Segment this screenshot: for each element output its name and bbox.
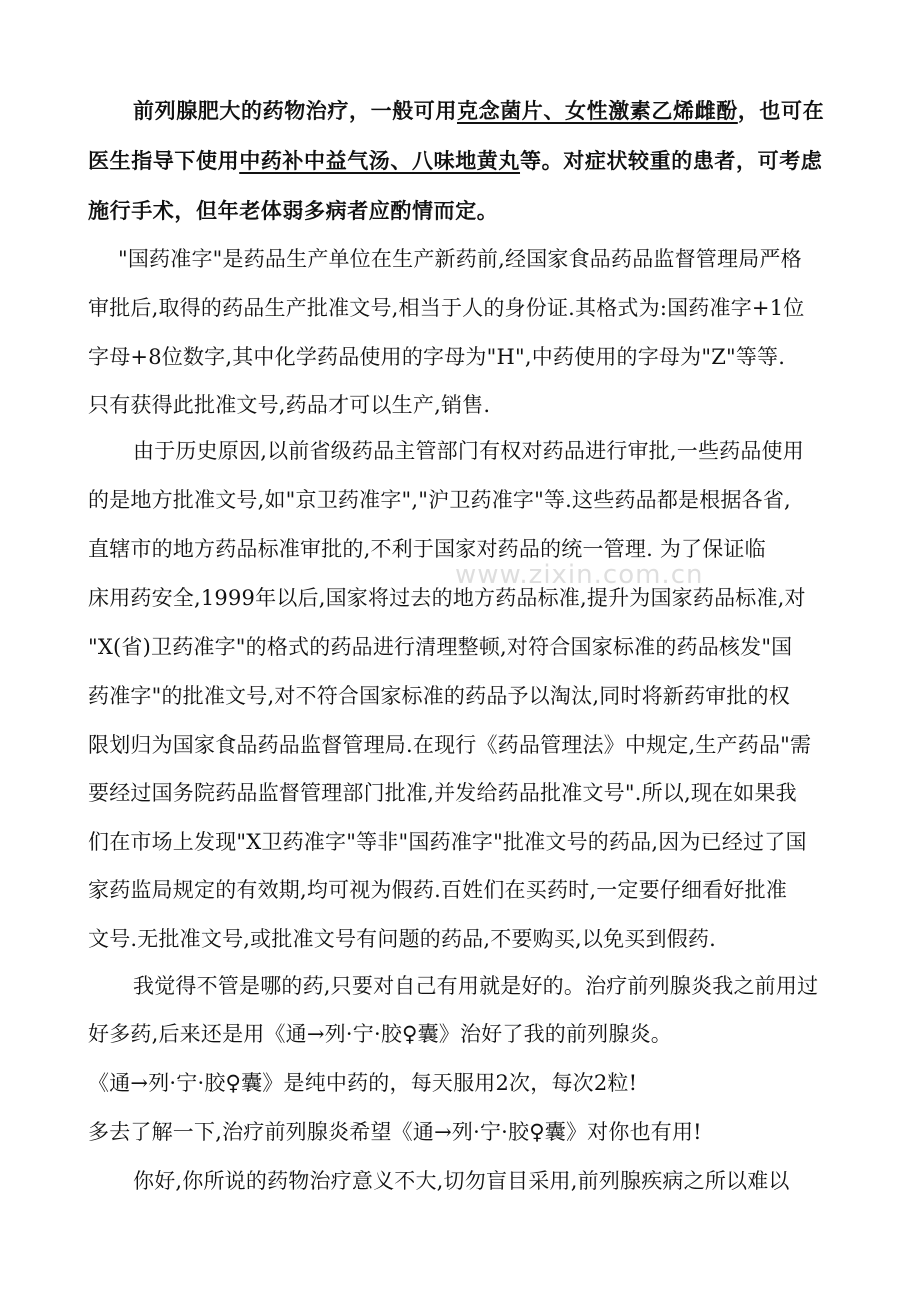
body-line: 多去了解一下,治疗前列腺炎希望《通→列·宁·胶♀囊》对你也有用! bbox=[88, 1120, 702, 1144]
body-line: 要经过国务院药品监督管理部门批准,并发给药品批准文号".所以,现在如果我 bbox=[88, 781, 797, 805]
body-line: 审批后,取得的药品生产批准文号,相当于人的身份证.其格式为:国药准字+1位 bbox=[88, 296, 805, 320]
body-line: 只有获得此批准文号,药品才可以生产,销售. bbox=[88, 393, 491, 417]
body-line: 药准字"的批准文号,对不符合国家标准的药品予以淘汰,同时将新药审批的权 bbox=[88, 684, 791, 708]
para1-text: 前列腺肥大的药物治疗，一般可用 bbox=[133, 99, 457, 123]
para1-line-2 bbox=[88, 147, 822, 175]
para1-text: 等。对症状较重的患者，可考虑 bbox=[520, 149, 823, 173]
para1-text: ，也可在 bbox=[737, 99, 825, 123]
body-line: 家药监局规定的有效期,均可视为假药.百姓们在买药时,一定要仔细看好批准 bbox=[88, 878, 788, 902]
para1-line-3: 施行手术，但年老体弱多病者应酌情而定。 bbox=[88, 199, 499, 223]
body-line: "X(省)卫药准字"的格式的药品进行清理整顿,对符合国家标准的药品核发"国 bbox=[88, 635, 793, 659]
body-line: 们在市场上发现"X卫药准字"等非"国药准字"批准文号的药品,因为已经过了国 bbox=[88, 830, 807, 854]
body-line: 由于历史原因,以前省级药品主管部门有权对药品进行审批,一些药品使用 bbox=[133, 439, 804, 463]
body-line: 我觉得不管是哪的药,只要对自己有用就是好的。治疗前列腺炎我之前用过 bbox=[133, 974, 819, 998]
watermark: www.zixin.com.cn bbox=[455, 560, 704, 590]
body-line: 《通→列·宁·胶♀囊》是纯中药的，每天服用2次，每次2粒! bbox=[88, 1071, 638, 1095]
underlined-drug-names: 中药补中益气汤、八味地黄丸 bbox=[239, 149, 521, 173]
para1-line-1 bbox=[133, 97, 824, 125]
body-line: "国药准字"是药品生产单位在生产新药前,经国家食品药品监督管理局严格 bbox=[118, 247, 802, 271]
body-line: 好多药,后来还是用《通→列·宁·胶♀囊》治好了我的前列腺炎。 bbox=[88, 1022, 672, 1046]
body-line: 你好,你所说的药物治疗意义不大,切勿盲目采用,前列腺疾病之所以难以 bbox=[133, 1169, 790, 1193]
body-line: 的是地方批准文号,如"京卫药准字","沪卫药准字"等.这些药品都是根据各省, bbox=[88, 488, 791, 512]
body-line: 文号.无批准文号,或批准文号有问题的药品,不要购买,以免买到假药. bbox=[88, 927, 716, 951]
body-line: 床用药安全,1999年以后,国家将过去的地方药品标准,提升为国家药品标准,对 bbox=[88, 586, 806, 610]
body-line: 直辖市的地方药品标准审批的,不利于国家对药品的统一管理. 为了保证临 bbox=[88, 537, 766, 561]
body-line: 限划归为国家食品药品监督管理局.在现行《药品管理法》中规定,生产药品"需 bbox=[88, 733, 812, 757]
underlined-drug-names: 克念菌片、女性激素乙烯雌酚 bbox=[457, 99, 738, 123]
body-line: 字母+8位数字,其中化学药品使用的字母为"H",中药使用的字母为"Z"等等. bbox=[88, 345, 786, 369]
para1-text: 医生指导下使用 bbox=[88, 149, 240, 173]
